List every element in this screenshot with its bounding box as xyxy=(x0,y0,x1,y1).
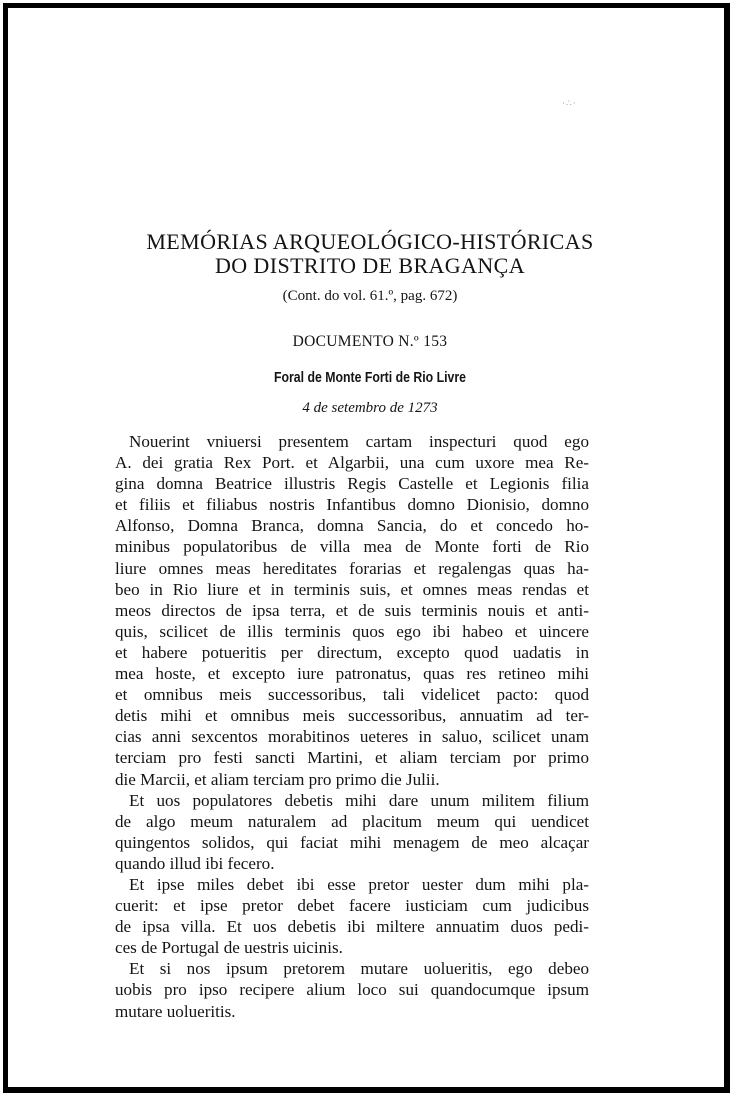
body-line: Et si nos ipsum pretorem mutare uolueritis, ego debeo xyxy=(129,959,589,979)
body-line: liure omnes meas hereditates forarias et regalengas quas ha- xyxy=(115,558,589,578)
body-line: quis, scilicet de illis terminis quos ego ibi habeo et uincere xyxy=(115,621,589,641)
scan-specks: ·∴· xyxy=(562,98,577,108)
body-line: Nouerint vniuersi presentem cartam inspecturi quod ego xyxy=(129,432,589,451)
body-line: die Marcii, et aliam terciam pro primo die Julii. xyxy=(115,769,440,789)
document-date: 4 de setembro de 1273 xyxy=(302,400,438,416)
body-line: et filiis et filiabus nostris Infantibus domno Dionisio, domno xyxy=(115,495,589,515)
body-line: Alfonso, Domna Branca, domna Sancia, do et concedo ho- xyxy=(115,516,589,536)
body-line: cias anni sexcentos morabitinos ueteres in saluo, scilicet unam xyxy=(115,727,589,747)
body-line: Et ipse miles debet ibi esse pretor uester dum mihi pla- xyxy=(129,874,589,894)
body-line: et omnibus meis successoribus, tali videlicet pacto: quod xyxy=(115,685,589,705)
body-line: gina domna Beatrice illustris Regis Castelle et Legionis filia xyxy=(115,474,589,494)
document-body xyxy=(115,431,589,1022)
document-title: Foral de Monte Forti de Rio Livre xyxy=(273,369,467,386)
body-line: beo in Rio liure et in terminis suis, et omnes meas rendas et xyxy=(115,579,589,599)
page-title-line-2: DO DISTRITO DE BRAGANÇA xyxy=(214,253,526,278)
body-line: detis mihi et omnibus meis successoribus, annuatim ad ter- xyxy=(115,706,589,726)
body-line: meos directos de ipsa terra, et de suis terminis nouis et anti- xyxy=(115,600,589,620)
continuation-note: (Cont. do vol. 61.º, pag. 672) xyxy=(282,288,458,304)
body-line: minibus populatoribus de villa mea de Monte forti de Rio xyxy=(115,537,589,557)
body-line: Et uos populatores debetis mihi dare unum militem filium xyxy=(129,790,589,810)
body-line: mutare uolueritis. xyxy=(115,1001,236,1021)
body-line: cuerit: et ipse pretor debet facere iusticiam cum judicibus xyxy=(115,896,589,916)
body-line: de algo meum naturalem ad placitum meum qui uendicet xyxy=(115,811,589,831)
body-line: quando illud ibi fecero. xyxy=(115,853,275,873)
body-line: terciam pro festi sancti Martini, et aliam terciam por primo xyxy=(115,748,589,768)
body-line: quingentos solidos, qui faciat mihi menagem de meo alcaçar xyxy=(115,832,589,852)
body-line: ces de Portugal de uestris uicinis. xyxy=(115,938,343,958)
page-title-line-1: MEMÓRIAS ARQUEOLÓGICO-HISTÓRICAS xyxy=(146,229,594,254)
body-line: de ipsa villa. Et uos debetis ibi miltere annuatim duos pedi- xyxy=(115,917,589,937)
document-number: DOCUMENTO N.º 153 xyxy=(292,333,448,350)
body-line: et habere potueritis per directum, excepto quod uadatis in xyxy=(115,642,589,662)
body-line: mea hoste, et excepto iure patronatus, quas res retineo mihi xyxy=(115,664,589,684)
body-line: uobis pro ipso recipere alium loco sui quandocumque ipsum xyxy=(115,980,589,1000)
body-line: A. dei gratia Rex Port. et Algarbii, una cum uxore mea Re- xyxy=(115,453,589,473)
